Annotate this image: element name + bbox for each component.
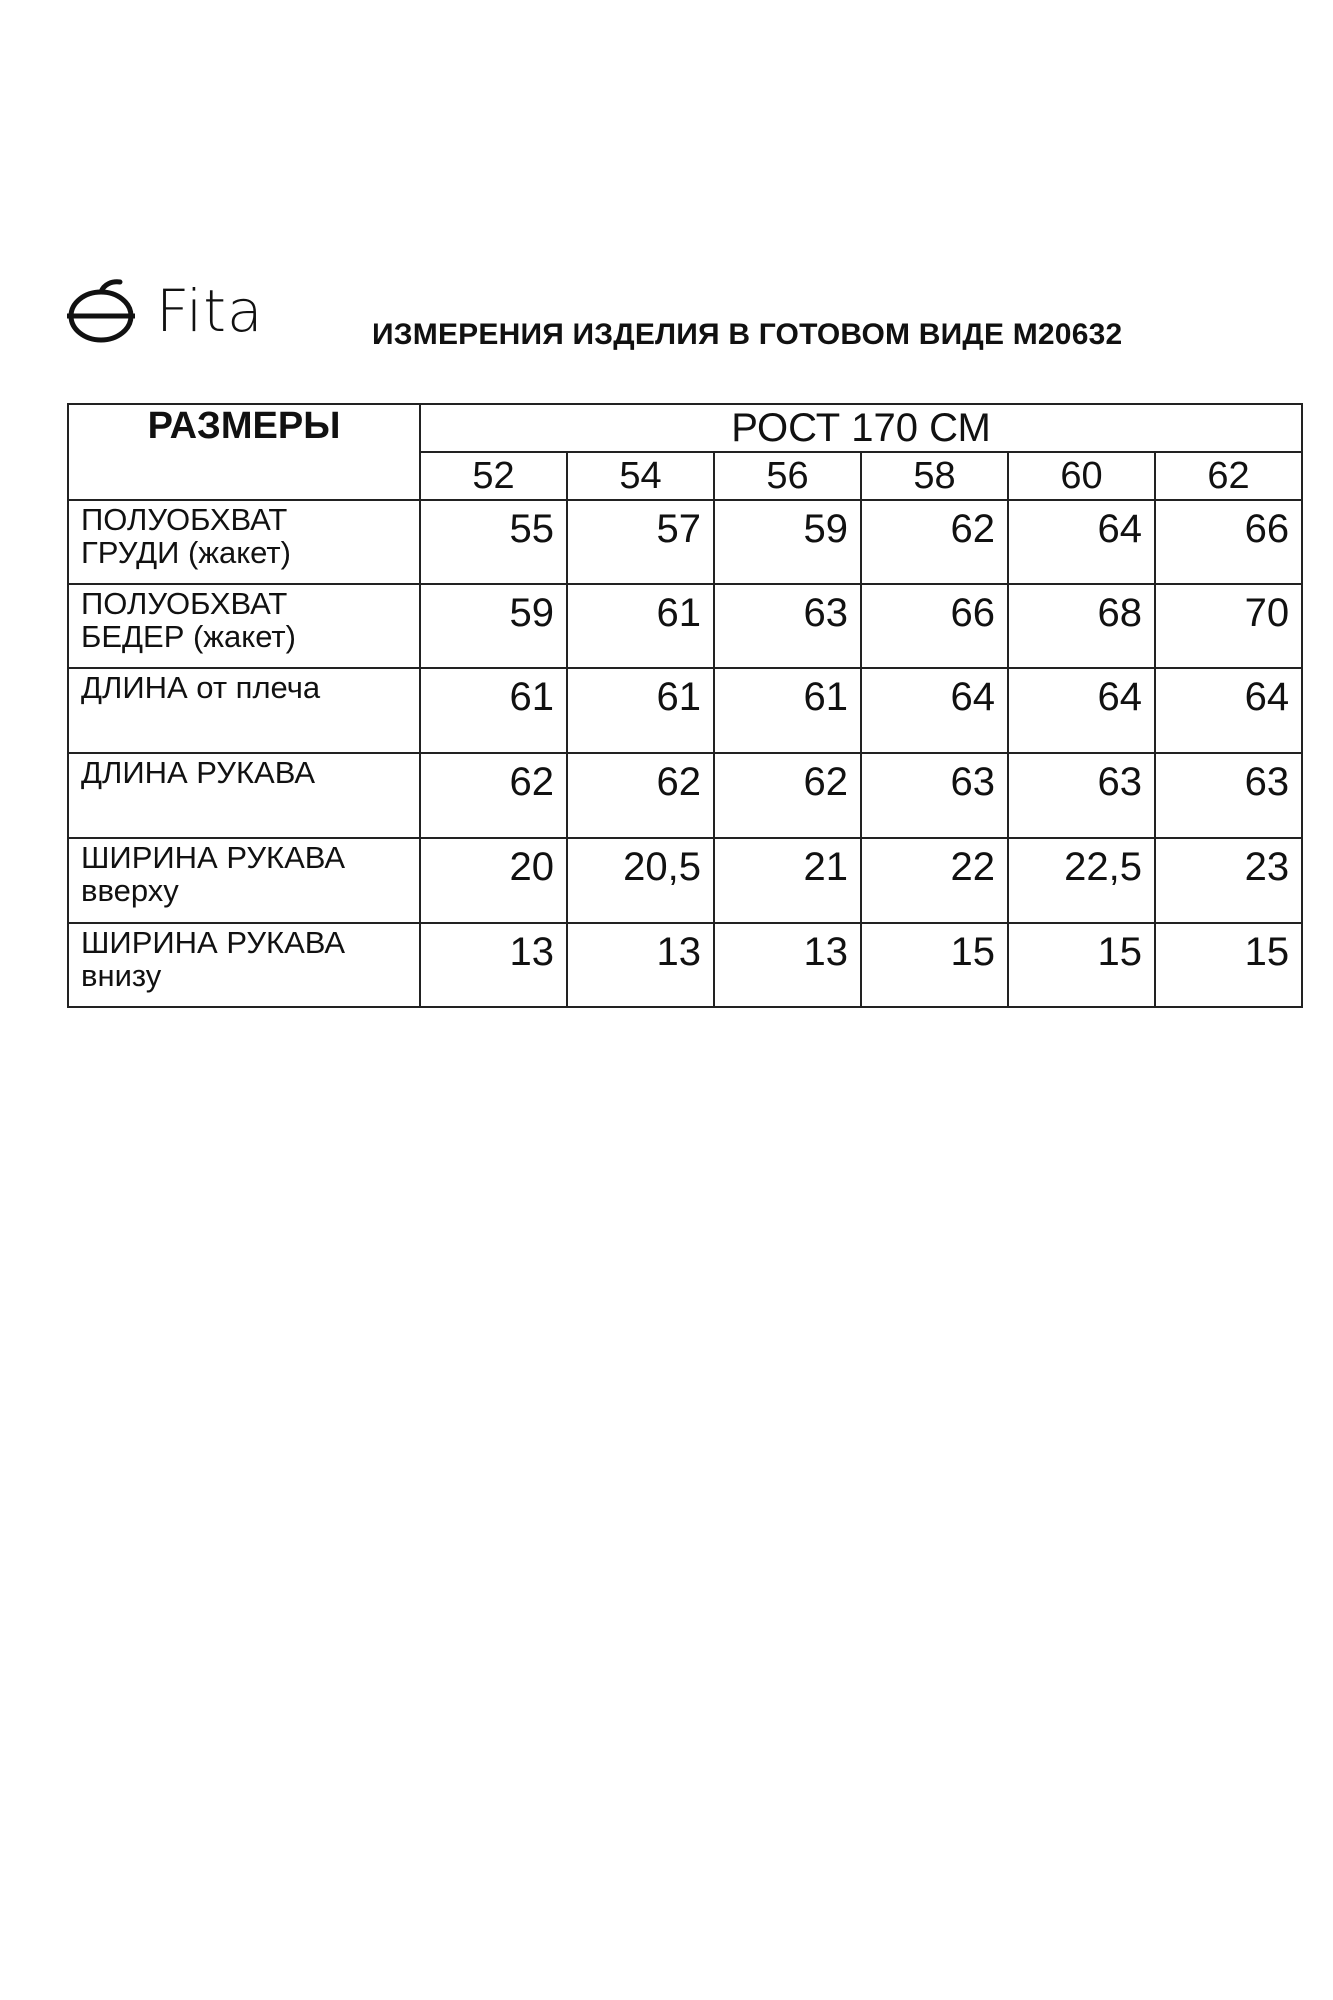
value-cell: 21: [714, 838, 861, 923]
row-label: [68, 584, 420, 668]
row-label-line: ПОЛУОБХВАТ: [81, 586, 288, 621]
row-label-line: вверху: [81, 873, 179, 908]
value-cell: 64: [861, 668, 1008, 753]
brand-logo: [64, 276, 264, 346]
value-cell: 59: [714, 500, 861, 584]
value-cell: 20: [420, 838, 567, 923]
row-label: [68, 668, 420, 753]
row-label-line: ШИРИНА РУКАВА: [81, 840, 346, 875]
value-cell: 63: [714, 584, 861, 668]
value-cell: 68: [1008, 584, 1155, 668]
table-row: [68, 923, 1302, 1007]
value-cell: 22,5: [1008, 838, 1155, 923]
table-row: [68, 753, 1302, 838]
value-cell: 13: [420, 923, 567, 1007]
size-header-cell: 62: [1155, 452, 1302, 500]
value-cell: 63: [1008, 753, 1155, 838]
value-cell: 62: [567, 753, 714, 838]
height-header: РОСТ 170 СМ: [420, 404, 1302, 452]
row-label: [68, 838, 420, 923]
row-label-line: ШИРИНА РУКАВА: [81, 925, 346, 960]
value-cell: 61: [420, 668, 567, 753]
value-cell: 63: [1155, 753, 1302, 838]
value-cell: 23: [1155, 838, 1302, 923]
value-cell: 13: [567, 923, 714, 1007]
size-header-cell: 56: [714, 452, 861, 500]
row-label-line: ДЛИНА РУКАВА: [81, 755, 316, 790]
value-cell: 13: [714, 923, 861, 1007]
size-header-cell: 58: [861, 452, 1008, 500]
value-cell: 62: [714, 753, 861, 838]
size-header-cell: 54: [567, 452, 714, 500]
table-row: [68, 838, 1302, 923]
size-chart-table: [67, 403, 1303, 1008]
table-row: [68, 584, 1302, 668]
value-cell: 64: [1155, 668, 1302, 753]
value-cell: 64: [1008, 668, 1155, 753]
value-cell: 15: [861, 923, 1008, 1007]
row-label-line: ДЛИНА от плеча: [81, 670, 321, 705]
row-label: [68, 923, 420, 1007]
value-cell: 61: [567, 584, 714, 668]
value-cell: 62: [420, 753, 567, 838]
table-row: [68, 500, 1302, 584]
theta-logo-icon: [64, 278, 138, 344]
value-cell: 22: [861, 838, 1008, 923]
value-cell: 57: [567, 500, 714, 584]
value-cell: 15: [1008, 923, 1155, 1007]
table-row: [68, 668, 1302, 753]
value-cell: 55: [420, 500, 567, 584]
row-label: [68, 753, 420, 838]
value-cell: 59: [420, 584, 567, 668]
size-header-cell: 52: [420, 452, 567, 500]
value-cell: 20,5: [567, 838, 714, 923]
brand-name: Fita: [156, 277, 264, 345]
value-cell: 64: [1008, 500, 1155, 584]
row-label-line: БЕДЕР (жакет): [81, 619, 296, 654]
value-cell: 61: [567, 668, 714, 753]
value-cell: 62: [861, 500, 1008, 584]
value-cell: 66: [1155, 500, 1302, 584]
row-label-line: внизу: [81, 958, 162, 993]
value-cell: 70: [1155, 584, 1302, 668]
value-cell: 66: [861, 584, 1008, 668]
row-label-line: ГРУДИ (жакет): [81, 535, 291, 570]
value-cell: 61: [714, 668, 861, 753]
row-label-line: ПОЛУОБХВАТ: [81, 502, 288, 537]
row-label: [68, 500, 420, 584]
sizes-header: РАЗМЕРЫ: [68, 404, 420, 500]
size-header-cell: 60: [1008, 452, 1155, 500]
value-cell: 15: [1155, 923, 1302, 1007]
page-title: ИЗМЕРЕНИЯ ИЗДЕЛИЯ В ГОТОВОМ ВИДЕ М20632: [372, 318, 1123, 351]
value-cell: 63: [861, 753, 1008, 838]
